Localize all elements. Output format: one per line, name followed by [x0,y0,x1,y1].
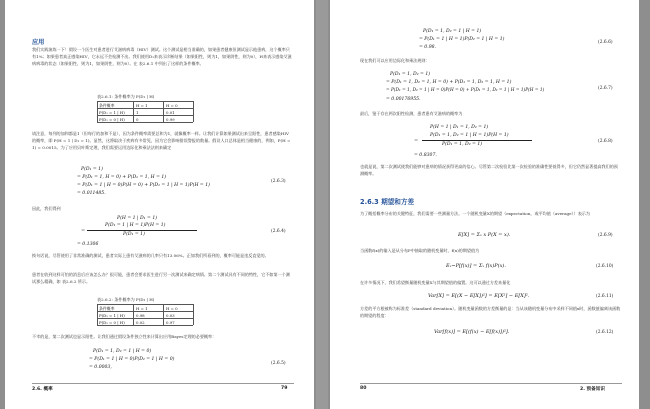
equation-line: = P(D₁ = 1 | H = 0)P(D₂ = 1 | H = 0) [89,357,175,362]
paragraph: 现在我们可以应用边际化和乘法规则： [360,58,430,63]
equation-line: P(H = 1 | D₁ = 1, D₂ = 1) [430,125,489,130]
left-page: 应用 我们实践演练一下！假设一个医生对患者进行艾滋病病毒（HIV）测试。这个测试是相当准确的，如果患者健康但测试显示他患病，这个概率只有1%；如果患者真正感染HIV，它永远不会检测不出。我们使用D₁来表示诊断结果（如果阳性，则为1，如果阴性，则为0），H来表示感染艾滋病病毒的状态（如果阳性，则为1，如果阴性，则为0）。在 表2.6.1 中列出了这样的条件概率。 表2.6.1: 条件概率为 P(D₁ | H) 条件概率 H = 1 H = 0 P(D₁ = 1 | H) 1 0.01 P(D₁ = 0 | H) 0 0.99 请注意，每列的加和都是1（但每行的加和不是），因为条件概率需要总和为1，就像概率一样。让我们计算如果测试出来呈阳性，患者感染HIV的概率，即 P(H = 1 | D₁ = 1)。显然，这将取决于疾病有多常见，因为它会影响错误警报的数量。假设人口总体是相当健康的，例如，P(H = 1) = 0.0015。为了应用贝叶斯定理，我们需要运用边际化和乘法法则来确定 P(D₁ = 1) = P(D₁ = 1, H = 0) + P(D₁ = 1, H = 1) = P(D₁ = 1 | H = 0)P(H = 0) + P(D₁ = 1 | H = 1)P(H = 1) = 0.011485. (2.6.3) 因此，我们得到 P(H = 1 | D₁ = 1) P(D₁ = 1 | H = 1)P(H = 1) = P(D₁ = 1) = 0.1306 (2.6.4) 换句话说，尽管使用了非常准确的测试，患者实际上患有艾滋病的几率只有13.06%。正如我们所看到的，概率可能是违反直觉的。 患者在收到这样可怕的消息后应该怎么办？很可能，患者会要求医生进行另一次测试来确定病情。第二个测试具有不同的特性，它不如第一个测试那么精确，如 表2.6.2 所示。 表2.6.2: 条件概率为 P(D₂ | H) 条件概率 H = 1 H = 0 P(D₂ = 1 | H) 0.98 0.03 P(D₂ = 0 | H) 0.02 0.97 不幸的是，第二次测试也显示阳性。让我们通过假设条件独立性来计算出应用Bayes定理的必要概率： P(D₁ = 1, D₂ = 1 | H = 0) = P(D₁ = 1 | H = 0)P(D₂ = 1 | H = 0) = 0.0003, (2.6.5) 2.6. 概率 79 [5,0,314,409]
table-cell: P(D₁ = 1 | H) [99,109,125,115]
section-title: 应用 [32,39,45,46]
equation-number: (2.6.7) [598,86,613,91]
table-caption: 表2.6.1: 条件概率为 P(D₁ | H) [97,94,155,99]
equation-line: P(D₁ = 1, D₂ = 1 | H = 1)P(H = 1) [430,133,509,138]
equation-number: (2.6.6) [598,40,613,45]
page-number: 80 [360,386,367,391]
paragraph: 请注意，每列的加和都是1（但每行的加和不是），因为条件概率需要总和为1，就像概率一样。让我们计算如果测试出来呈阳性，患者感染HIV的概率，即 P(H = 1 | D₁ = 1)。显然，这将取决于疾病有多常见，因为它会影响错误警报的数量。假设人口总体是相当健康的，例如，P(H = 1) = 0.0015。为了应用贝叶斯定理，我们需要运用边际化和乘法法则来确定 [32,131,291,151]
table-cell: 0.99 [166,116,175,122]
paragraph: 换句话说，尽管使用了非常准确的测试，患者实际上患有艾滋病的几率只有13.06%。正如我们所看到的，概率可能是违反直觉的。 [32,253,269,258]
equation-number: (2.6.5) [271,361,286,366]
table-cell: 0.98 [136,312,145,318]
equation-number: (2.6.3) [271,179,286,184]
equation: E[X] = Σₓ x P(X = x). [458,232,511,238]
paragraph: 方差的平方根被称为标准差（standard deviation）。随机变量函数的方差衡量的是：当从该随机变量分布中采样不同值x时，函数值偏离该函数的期望的程度： [360,306,621,319]
equation-line: = 0.1306 [77,242,99,247]
section-title: 2.6.3 期望和方差 [360,198,415,206]
equation-number: (2.6.11) [596,294,614,299]
page-gutter [316,0,328,409]
paragraph: 不幸的是，第二次测试也显示阳性。让我们通过假设条件独立性来计算出应用Bayes定理的必要概率： [32,334,217,339]
equation-number: (2.6.8) [598,139,613,144]
table-header-cell: 条件概率 [99,102,115,108]
equation-line: P(D₁ = 1) [123,232,145,237]
equation-line: = 0.98. [419,45,436,50]
table-cell: 0.97 [166,319,175,325]
paragraph: 当函数f(x)的输入是从分布P中抽取的随机变量时，f(x)的期望值为 [360,248,480,253]
table-cell: 0 [136,116,139,122]
paragraph: 也就是说，第二次测试使我们能够对患病的情况获得更高的信心。尽管第二次检验比第一次检验的准确性要低得多，但它仍然显著提高我们的预测概率。 [360,164,618,177]
page-number: 79 [281,386,288,391]
equation-number: (2.6.9) [598,233,613,238]
paragraph: 我们实践演练一下！假设一个医生对患者进行艾滋病病毒（HIV）测试。这个测试是相当准确的，如果患者健康但测试显示他患病，这个概率只有1%；如果患者真正感染HIV，它永远不会检测不出。我们使用D₁来表示诊断结果（如果阳性，则为1，如果阴性，则为0），H来表示感染艾滋病病毒的状态（如果阳性，则为1，如果阴性，则为0）。在 表2.6.1 中列出了这样的条件概率。 [32,47,292,67]
table-cell: P(D₂ = 1 | H) [99,312,125,318]
table-cell: 1 [136,109,139,115]
paragraph: 因此，我们得到 [32,206,61,211]
equation-number: (2.6.10) [596,264,614,269]
equation-line: P(H = 1 | D₁ = 1) [117,216,158,221]
right-page: P(D₁ = 1, D₂ = 1 | H = 1) = P(D₁ = 1 | H = 1)P(D₂ = 1 | H = 1) = 0.98. (2.6.6) 现在我们可以应用边际化和乘法规则： P(D₁ = 1, D₂ = 1) = P(D₁ = 1, D₂ = 1, H = 0) + P(D₁ = 1, D₂ = 1, H = 1) = P(D₁ = 1, D₂ = 1 | H = 0)P(H = 0) + P(D₁ = 1, D₂ = 1 | H = 1)P(H = 1) = 0.00176955. (2.6.7) 最后，鉴于存在两次阳性检测，患者患有艾滋病的概率为 P(H = 1 | D₁ = 1, D₂ = 1) P(D₁ = 1, D₂ = 1 | H = 1)P(H = 1) = P(D₁ = 1, D₂ = 1) = 0.8307. (2.6.8) 也就是说，第二次测试使我们能够对患病的情况获得更高的信心。尽管第二次检验比第一次检验的准确性要低得多，但它仍然显著提高我们的预测概率。 2.6.3 期望和方差 为了概括概率分布的关键特征，我们需要一些测量方法。一个随机变量X的期望（expectation，或平均值（average））表示为 E[X] = Σₓ x P(X = x). (2.6.9) 当函数f(x)的输入是从分布P中抽取的随机变量时，f(x)的期望值为 Eₓ~P[f(x)] = Σₓ f(x)P(x). (2.6.10) 在许多情况下，我们希望衡量随机变量X与其期望值的偏置。这可以通过方差来量化 Var[X] = E[(X − E[X])²] = E[X²] − E[X]². (2.6.11) 方差的平方根被称为标准差（standard deviation）。随机变量函数的方差衡量的是：当从该随机变量分布中采样不同值x时，函数值偏离该函数的期望的程度： Var[f(x)] = E[(f(x) − E[f(x)])²]. (2.6.12) 80 2. 预备知识 [330,0,639,409]
table-header-cell: H = 1 [136,305,148,311]
equation-line: P(D₁ = 1, D₂ = 1 | H = 0) [93,349,152,354]
equation-line: = P(D₁ = 1 | H = 0)P(H = 0) + P(D₁ = 1 | H = 1)P(H = 1) [77,183,210,188]
equation-line: = 0.0003, [89,365,112,370]
table-cell: 0.01 [166,109,175,115]
paragraph: 最后，鉴于存在两次阳性检测，患者患有艾滋病的概率为 [360,111,463,116]
table-cell: P(D₁ = 0 | H) [99,116,125,122]
table-header-cell: H = 1 [136,102,148,108]
table-header-cell: H = 0 [166,102,178,108]
equation-number: (2.6.12) [596,330,614,335]
table-header-cell: 条件概率 [99,305,115,311]
footer-section: 2. 预备知识 [580,387,605,392]
equation-line: P(D₁ = 1, D₂ = 1 | H = 1) [423,29,482,34]
equation-line: = P(D₁ = 1, D₂ = 1, H = 0) + P(D₁ = 1, D₂ = 1, H = 1) [386,80,512,85]
table-header-cell: H = 0 [166,305,178,311]
equation-line: P(D₁ = 1, D₂ = 1) [442,142,483,147]
footer-section: 2.6. 概率 [32,387,53,392]
equation: Var[X] = E[(X − E[X])²] = E[X²] − E[X]². [428,293,530,299]
equation-line: P(D₁ = 1 | H = 1)P(H = 1) [105,223,166,228]
equation-line: = 0.00176955. [386,97,421,102]
paragraph: 为了概括概率分布的关键特征，我们需要一些测量方法。一个随机变量X的期望（expectation，或平均值（average））表示为 [360,211,590,216]
equation-line: P(D₁ = 1) [81,167,103,172]
equation: Eₓ~P[f(x)] = Σₓ f(x)P(x). [446,263,506,269]
equation-number: (2.6.4) [271,229,286,234]
table-cell: 0.03 [166,312,175,318]
equation-line: = P(D₁ = 1, H = 0) + P(D₁ = 1, H = 1) [77,175,167,180]
equation: Var[f(x)] = E[(f(x) − E[f(x)])²]. [434,329,510,335]
equation-line: P(D₁ = 1, D₂ = 1) [390,72,431,77]
table-cell: 0.02 [136,319,145,325]
equation-line: = 0.011485. [77,191,106,196]
equation-line: = P(D₁ = 1 | H = 1)P(D₂ = 1 | H = 1) [419,37,505,42]
paragraph: 在许多情况下，我们希望衡量随机变量X与其期望值的偏置。这可以通过方差来量化 [360,280,511,285]
equation-line: = 0.8307. [414,153,437,158]
equation-line: = P(D₁ = 1, D₂ = 1 | H = 0)P(H = 0) + P(D₁ = 1, D₂ = 1 | H = 1)P(H = 1) [386,88,545,93]
paragraph: 患者在收到这样可怕的消息后应该怎么办？很可能，患者会要求医生进行另一次测试来确定病情。第二个测试具有不同的特性，它不如第一个测试那么精确，如 表2.6.2 所示。 [32,272,290,285]
table-cell: P(D₂ = 0 | H) [99,319,125,325]
table-caption: 表2.6.2: 条件概率为 P(D₂ | H) [97,297,155,302]
